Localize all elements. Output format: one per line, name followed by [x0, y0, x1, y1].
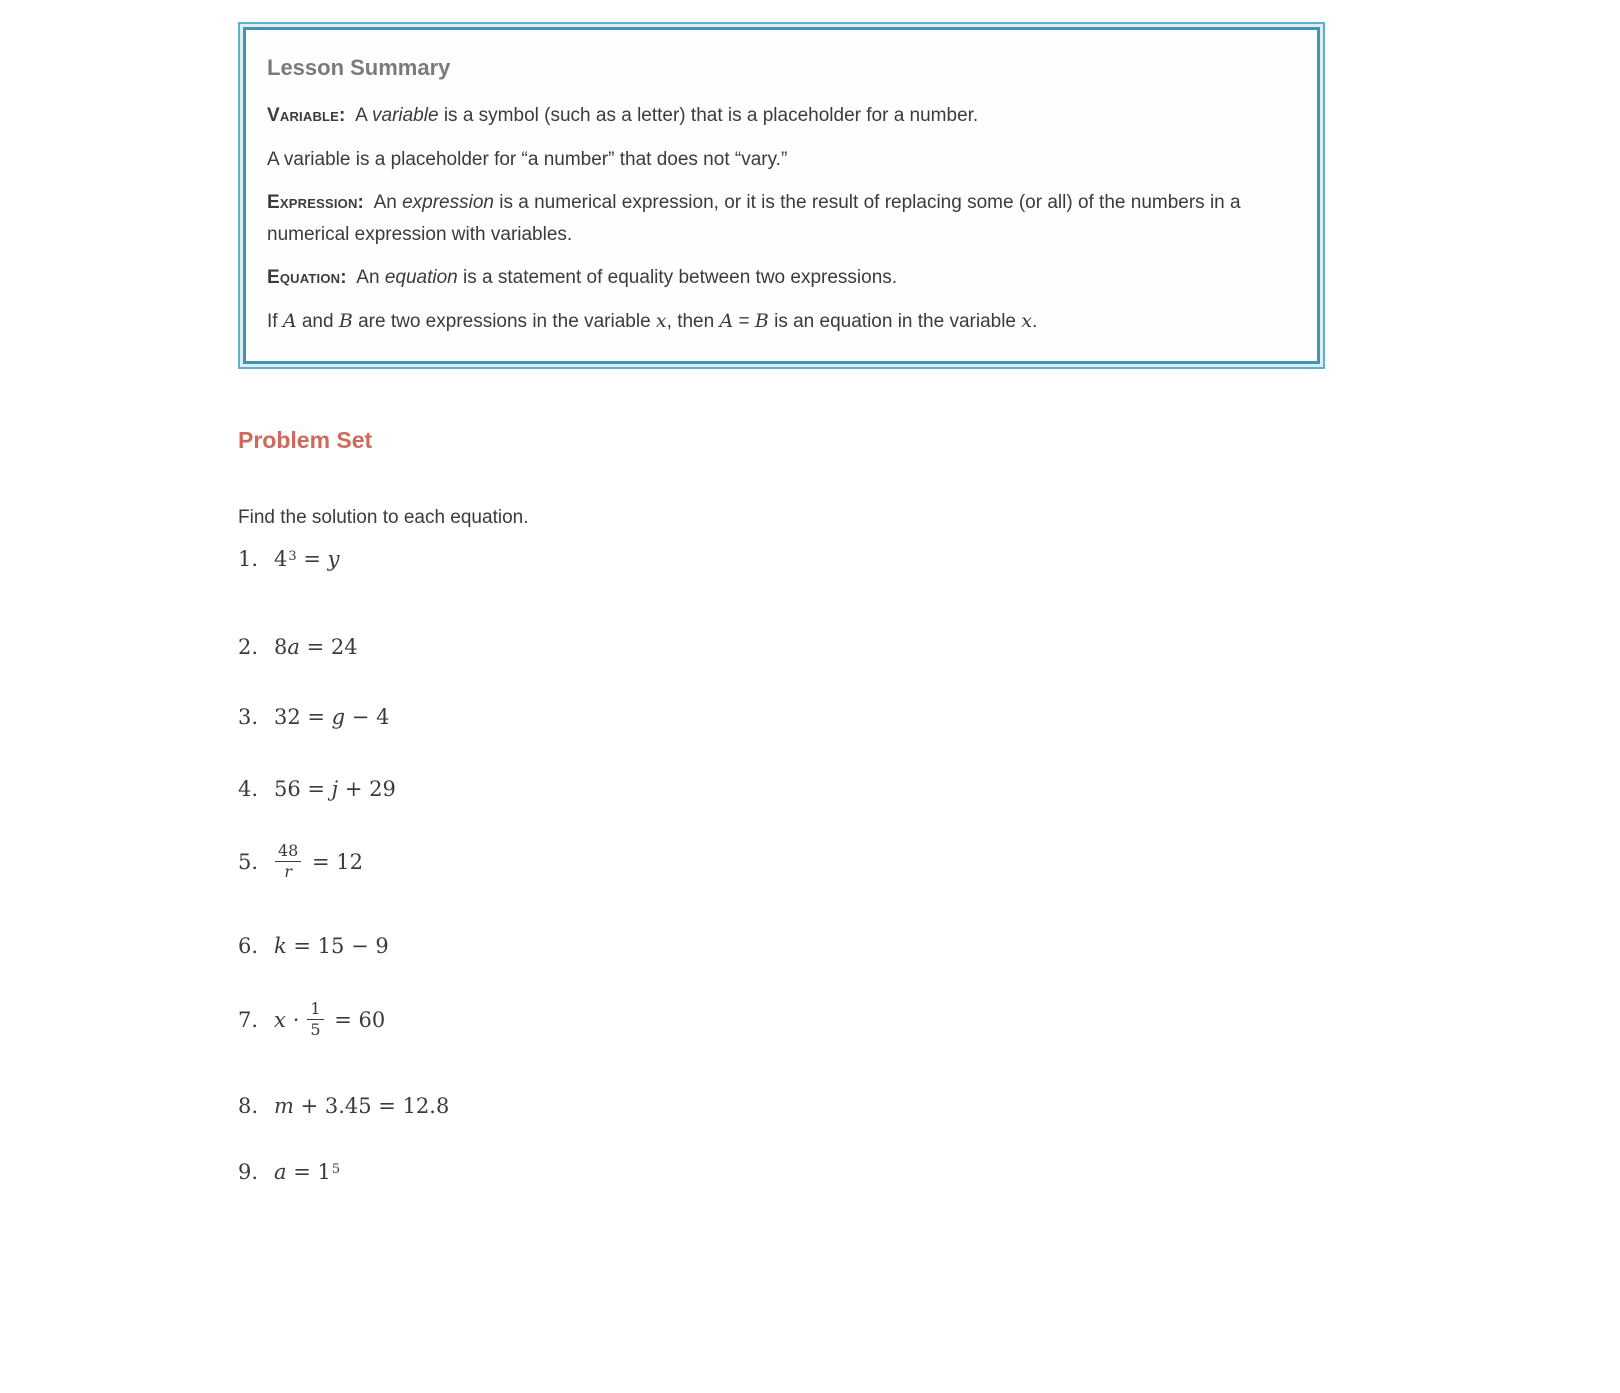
problem-number: 9.	[238, 1160, 259, 1184]
problem-set-title: Problem Set	[238, 427, 373, 453]
problem-equation: $\frac{48}{r}$ = 12	[274, 850, 363, 874]
note-variable-placeholder: A variable is a placeholder for “a number” that does not “vary.”	[267, 148, 788, 170]
problem-number: 1.	[238, 547, 259, 571]
problem-equation: 8a = 24	[274, 635, 358, 659]
problem-set-instruction: Find the solution to each equation.	[238, 507, 529, 528]
problem-equation: k = 15 − 9	[274, 934, 389, 958]
problem-item-9	[238, 1160, 340, 1184]
fraction: $\frac{48}{r}$	[275, 842, 301, 881]
problem-number: 5.	[238, 849, 259, 874]
problem-item-2	[238, 635, 358, 659]
problem-number: 2.	[238, 635, 259, 659]
problem-number: 4.	[238, 777, 259, 801]
problem-item-6	[238, 934, 389, 958]
problem-number: 3.	[238, 705, 259, 729]
problem-number: 6.	[238, 934, 259, 958]
definition-expression: Expression: An expression is a numerical expression, or it is the result of replacing some (or all) of the numbers in a numerical expression with variables.	[267, 192, 1241, 245]
problem-number: 7.	[238, 1007, 259, 1032]
problem-item-7	[238, 999, 386, 1041]
superscript-exponent: 3	[288, 548, 297, 564]
note-equation-variables: If A and B are two expressions in the variable x, then A = B is an equation in the variable x.	[267, 309, 1038, 332]
superscript-exponent: 5	[331, 1161, 341, 1177]
problem-equation: $a = 1^5$	[274, 1160, 341, 1184]
definition-equation: Equation: An equation is a statement of equality between two expressions.	[267, 267, 898, 289]
problem-equation: 56 = j + 29	[274, 777, 396, 801]
problem-item-4	[238, 777, 396, 801]
lesson-summary-box	[238, 22, 1325, 369]
problem-number: 8.	[238, 1094, 259, 1118]
problem-item-3	[238, 705, 389, 729]
problem-equation: x ⋅ $\frac{1}{5}$ = 60	[274, 999, 386, 1039]
problem-item-1	[238, 547, 339, 571]
fraction: $\frac{1}{5}$	[307, 1000, 323, 1039]
problem-equation: m + 3.45 = 12.8	[274, 1094, 450, 1118]
lesson-summary-title: Lesson Summary	[267, 55, 451, 80]
problem-equation: 32 = g − 4	[274, 705, 390, 729]
problem-equation: $4^3 = y$	[274, 547, 340, 571]
definition-variable: Variable: A variable is a symbol (such as a letter) that is a placeholder for a number.	[267, 105, 979, 126]
lesson-summary-content	[243, 27, 1320, 364]
problem-item-8	[238, 1094, 449, 1118]
problem-item-5	[238, 841, 364, 883]
